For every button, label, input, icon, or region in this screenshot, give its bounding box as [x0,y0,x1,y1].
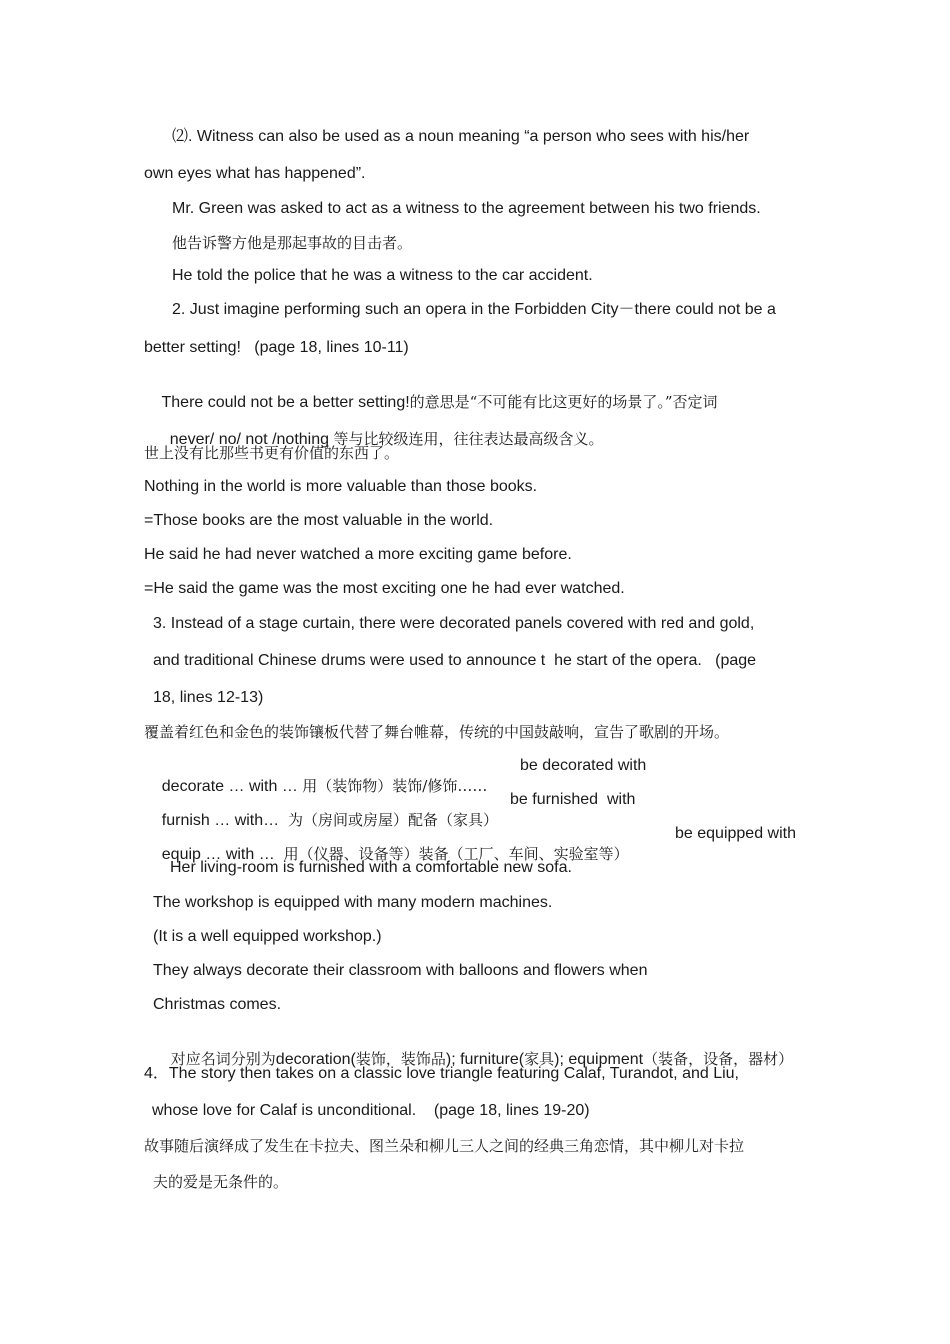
text-segment: be equipped with [675,825,796,842]
text-line: 18, lines 12-13) [153,689,264,706]
text-line: He told the police that he was a witness to the car accident. [172,267,593,284]
text-segment: 用（仪器、设备等）装备（工厂、车间、实验室等） [283,845,629,863]
text-line: Her living-room is furnished with a comfortable new sofa. [170,859,572,876]
text-line: whose love for Calaf is unconditional. (page 18, lines 19-20) [152,1102,590,1119]
text-segment: 装饰，装饰品 [355,1050,446,1068]
text-segment: 等与比较级连用，往往表达最高级含义。 [333,430,604,448]
text-line: 2. Just imagine performing such an opera in the Forbidden City－there could not be a [172,301,776,318]
text-line: Mr. Green was asked to act as a witness to the agreement between his two friends. [172,200,761,217]
text-line: =Those books are the most valuable in the world. [144,512,494,529]
text-segment: ); equipment [554,1051,644,1068]
text-segment: There could not be a better setting! [161,394,410,411]
text-line: 3. Instead of a stage curtain, there were decorated panels covered with red and gold, [153,615,755,632]
text-line: 世上没有比那些书更有价值的东西了。 [144,444,400,462]
text-line: 覆盖着红色和金色的装饰镶板代替了舞台帷幕，传统的中国鼓敲响，宣告了歌剧的开场。 [144,723,730,741]
text-segment: be decorated with [520,757,647,774]
text-segment: 为（房间或房屋）配备（家具） [288,811,499,829]
text-line: 故事随后演绎成了发生在卡拉夫、图兰朵和柳儿三人之间的经典三角恋情，其中柳儿对卡拉 [144,1137,745,1155]
text-line: ⑵. Witness can also be used as a noun meaning “a person who sees with his/her [172,128,750,145]
text-line: better setting! (page 18, lines 10-11) [144,339,409,356]
text-segment: 对应名词分别为 [170,1050,276,1068]
text-line: They always decorate their classroom with balloons and flowers when [153,962,648,979]
text-segment: furnish … with… [161,812,289,829]
text-line: Nothing in the world is more valuable than those books. [144,478,538,495]
text-segment: equip … with … [161,846,284,863]
text-line: Christmas comes. [153,996,282,1013]
text-line: own eyes what has happened”. [144,165,366,182]
text-segment: never/ no/ not /nothing [169,431,334,448]
text-line: and traditional Chinese drums were used to announce t he start of the opera. (page [153,652,757,669]
text-line: 夫的爱是无条件的。 [153,1173,289,1191]
text-line: (It is a well equipped workshop.) [153,928,382,945]
text-segment: ); furniture( [445,1051,525,1068]
text-line: =He said the game was the most exciting one he had ever watched. [144,580,625,597]
text-segment: 家具 [524,1050,555,1068]
text-segment: decorate … with … [161,778,303,795]
text-line: 他告诉警方他是那起事故的目击者。 [172,234,413,252]
text-line: He said he had never watched a more exciting game before. [144,546,572,563]
text-segment: 的意思是“不可能有比这更好的场景了。”否定词 [409,393,718,411]
text-segment: decoration( [275,1051,356,1068]
text-line: The workshop is equipped with many modern machines. [153,894,553,911]
text-line: 4．The story then takes on a classic love triangle featuring Calaf, Turandot, and Liu, [144,1065,739,1082]
text-segment: 用（装饰物）装饰/修饰…… [302,777,488,795]
text-segment: be furnished with [510,791,636,808]
text-segment: （装备，设备，器材） [643,1050,794,1068]
